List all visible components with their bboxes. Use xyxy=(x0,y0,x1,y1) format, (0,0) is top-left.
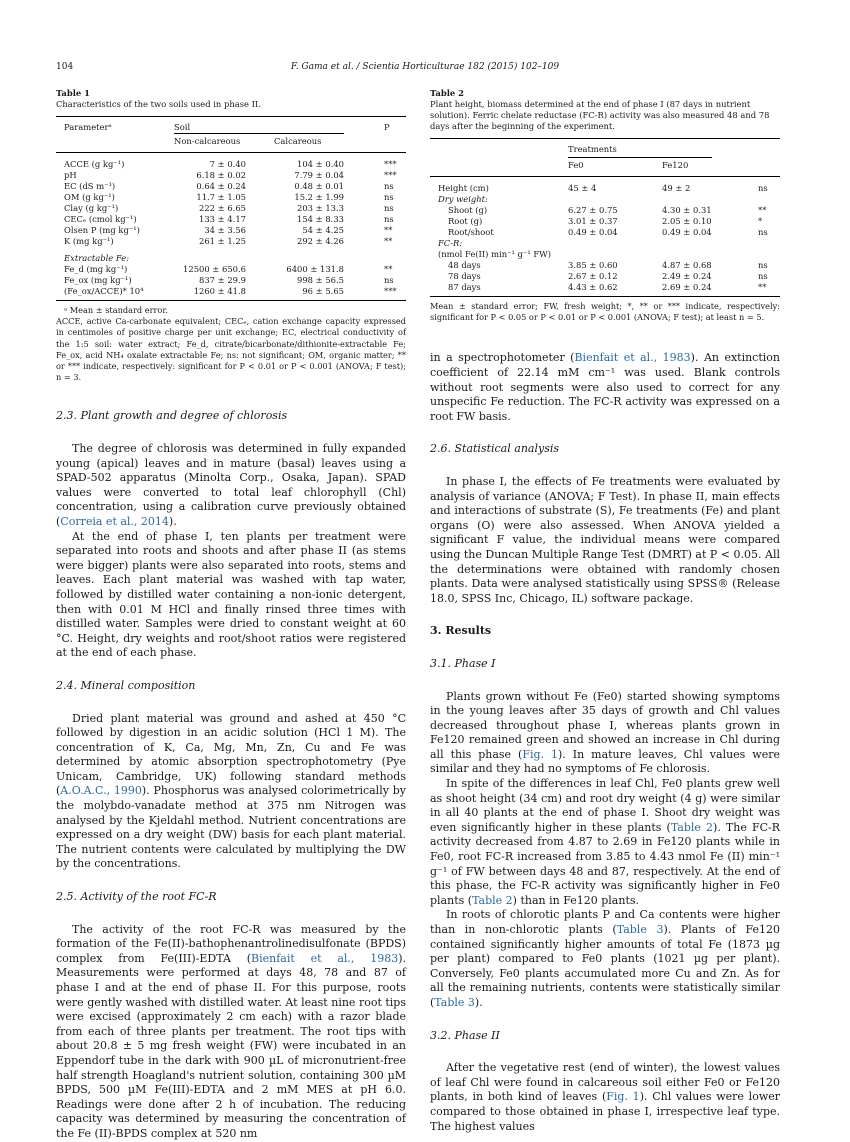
row-label: Olsen P (mg kg⁻¹) xyxy=(64,225,140,235)
citation-link[interactable]: Correia et al., 2014 xyxy=(60,514,169,528)
table-row xyxy=(56,236,406,247)
row-label: Dry weight: xyxy=(438,194,488,204)
table1-label: Table 1 xyxy=(56,88,90,98)
table-row xyxy=(430,271,780,282)
significance: ** xyxy=(758,205,767,215)
table2-sub-fe120: Fe120 xyxy=(662,160,689,170)
section-2-3-paragraph-1: The degree of chlorosis was determined in fully expanded young (apical) leaves and in mature (basal) leaves using a SPAD-502 apparatus (Minolta Corp., Osaka, Japan). SPAD values were converted to total leaf chlorophyll (Chl) concentration, using a calibration curve previously obtained (Correia et al., 2014). xyxy=(56,442,406,528)
row-label: (Fe_ox/ACCE)* 10⁴ xyxy=(64,286,144,296)
significance: * xyxy=(758,216,763,226)
value-b: 203 ± 13.3 xyxy=(297,203,344,213)
value-fe120: 2.05 ± 0.10 xyxy=(662,216,712,226)
section-3-2-paragraph-1: After the vegetative rest (end of winter), the lowest values of leaf Chl were found in calcareous soil either Fe0 or Fe120 plants, in both kind of leaves (Fig. 1). Chl values were lower compared to those obtained in phase I, irrespective leaf type. The highest values xyxy=(430,1061,781,1133)
table-row xyxy=(430,205,780,216)
significance: ** xyxy=(758,282,767,292)
section-3-title: 3. Results xyxy=(430,624,492,638)
value-b: 96 ± 5.65 xyxy=(302,286,344,296)
row-label: FC-R: xyxy=(438,238,463,248)
table-row xyxy=(430,238,780,249)
value-a: 7 ± 0.40 xyxy=(209,159,246,169)
value-b: 0.48 ± 0.01 xyxy=(294,181,344,191)
value-fe120: 2.49 ± 0.24 xyxy=(662,271,712,281)
section-2-4-title: 2.4. Mineral composition xyxy=(56,678,196,692)
value-fe0: 3.85 ± 0.60 xyxy=(568,260,618,270)
citation-link[interactable]: A.O.A.C., 1990 xyxy=(60,784,142,798)
table2 xyxy=(430,138,780,297)
section-2-6-title: 2.6. Statistical analysis xyxy=(430,442,559,456)
left-column xyxy=(56,88,406,1142)
value-a: 34 ± 3.56 xyxy=(204,225,246,235)
value-b: 15.2 ± 1.99 xyxy=(294,192,344,202)
table1-footnote: ACCE, active Ca-carbonate equivalent; CECₑ, cation exchange capacity expressed in centimoles of positive charge per unit exchange; EC, electrical conductivity of the 1:5 soil: water extract; Fe_d, citrate/bicarbonate/dithionite-extractable Fe; Fe_ox, acid NH₄ oxalate extractable Fe; ns: not significant; OM, organic matter; ** or *** indicate, respectively: significant for P < 0.01 or P < 0.001 (ANOVA; F test); n = 3. xyxy=(56,316,406,383)
section-3-1-paragraph-2: In spite of the differences in leaf Chl, Fe0 plants grew well as shoot height (34 cm) and root dry weight (4 g) were similar in all 40 plants at the end of phase I. Shoot dry weight was even significantly higher in these plants (Table 2). The FC-R activity decreased from 4.87 to 2.69 in Fe120 plants while in Fe0, root FC-R increased from 3.85 to 4.43 nmol Fe (II) min⁻¹ g⁻¹ of FW between days 48 and 87, respectively. At the end of this phase, the FC-R activity was significantly higher in Fe0 plants (Table 2) than in Fe120 plants. xyxy=(430,777,781,907)
value-fe120: 4.87 ± 0.68 xyxy=(662,260,712,270)
row-label: CECₑ (cmol kg⁻¹) xyxy=(64,214,137,224)
table2-footnote: Mean ± standard error; FW, fresh weight; *, ** or *** indicate, respectively: significant for P < 0.05 or P < 0.01 or P < 0.001 (ANOVA; F test); at least n = 5. xyxy=(430,301,780,323)
table2-label: Table 2 xyxy=(430,88,464,98)
section-2-3-paragraph-2: At the end of phase I, ten plants per treatment were separated into roots and shoots and after phase II (as stems were bigger) plants were also separated into roots, stems and leaves. Each plant material was washed with tap water, followed by distilled water containing a non-ionic detergent, then with 0.01 M HCl and finally rinsed three times with distilled water. Samples were dried to constant weight at 60 °C. Height, dry weights and root/shoot ratios were registered at the end of each phase. xyxy=(56,529,406,660)
table-row xyxy=(56,275,406,286)
table2-sub-fe0: Fe0 xyxy=(568,160,584,170)
table-link[interactable]: Table 3 xyxy=(616,923,664,936)
page-number: 104 xyxy=(56,62,74,72)
table-row xyxy=(430,183,780,194)
section-2-5-title: 2.5. Activity of the root FC-R xyxy=(56,890,217,904)
significance: ns xyxy=(384,181,394,191)
table-row xyxy=(56,170,406,181)
table-link[interactable]: Table 3 xyxy=(434,995,475,1009)
right-column xyxy=(430,88,780,1134)
value-fe120 xyxy=(662,249,758,260)
row-label: Root (g) xyxy=(448,216,483,226)
table-link[interactable]: Table 2 xyxy=(670,820,714,834)
significance: ** xyxy=(384,264,393,274)
value-fe120: 0.49 ± 0.04 xyxy=(662,227,712,237)
table-row xyxy=(56,192,406,203)
table1-extract-label: Extractable Fe: xyxy=(64,253,130,263)
value-a: 6.18 ± 0.02 xyxy=(196,170,246,180)
row-label: 48 days xyxy=(448,260,481,270)
table-row xyxy=(430,194,780,205)
row-label: ACCE (g kg⁻¹) xyxy=(64,159,125,169)
row-label: Fe_d (mg kg⁻¹) xyxy=(64,264,128,274)
table-link[interactable]: Table 2 xyxy=(472,893,513,907)
value-fe120: 49 ± 2 xyxy=(662,183,691,193)
significance: ** xyxy=(384,225,393,235)
value-b: 998 ± 56.5 xyxy=(297,275,344,285)
section-2-4-paragraph-1: Dried plant material was ground and ashed at 450 °C followed by digestion in an acidic solution (HCl 1 M). The concentration of K, Ca, Mg, Mn, Zn, Cu and Fe was determined by atomic absorption spectrophotometry (Pye Unicam, Cambridge, UK) following standard methods (A.O.A.C., 1990). Phosphorus was analysed colorimetrically by the molybdo-vanadate method at 375 nm Nitrogen was analysed by the Kjeldahl method. Nutrient concentrations are expressed on a dry weight (DW) basis for each plant material. The nutrient contents were calculated by multiplying the DW by the concentrations. xyxy=(56,711,406,871)
value-fe0 xyxy=(568,249,662,260)
table-row xyxy=(430,282,780,293)
table-row xyxy=(430,227,780,238)
citation-link[interactable]: Bienfait et al., 1983 xyxy=(251,951,399,965)
continued-paragraph: in a spectrophotometer (Bienfait et al., 1983). An extinction coefficient of 22.14 mM cm⁻¹ was used. Blank controls without root segments were also used to correct for any unspecific Fe reduction. The FC-R activity was expressed on a root FW basis. xyxy=(430,351,780,423)
value-a: 12500 ± 650.6 xyxy=(183,264,246,274)
significance: ns xyxy=(384,192,394,202)
table1-footnote-a: ᵃ Mean ± standard error. xyxy=(64,305,168,315)
value-a: 0.64 ± 0.24 xyxy=(196,181,246,191)
row-label: Root/shoot xyxy=(448,227,494,237)
significance: ns xyxy=(758,260,768,270)
table1-head-param: Parameterᵃ xyxy=(64,122,112,132)
value-fe0: 45 ± 4 xyxy=(568,183,597,193)
value-fe0: 2.67 ± 0.12 xyxy=(568,271,618,281)
value-fe120: 4.30 ± 0.31 xyxy=(662,205,712,215)
significance xyxy=(758,249,780,260)
row-label: Clay (g kg⁻¹) xyxy=(64,203,119,213)
significance: ns xyxy=(384,214,394,224)
value-fe0 xyxy=(568,194,662,205)
significance: ns xyxy=(384,203,394,213)
section-2-3-title: 2.3. Plant growth and degree of chlorosis xyxy=(56,409,288,423)
significance: *** xyxy=(384,170,397,180)
table1-footnotes xyxy=(56,305,406,383)
table-row xyxy=(56,159,406,170)
table2-caption-block xyxy=(430,88,780,132)
value-fe120: 2.69 ± 0.24 xyxy=(662,282,712,292)
value-a: 11.7 ± 1.05 xyxy=(196,192,246,202)
table-row xyxy=(56,214,406,225)
significance: *** xyxy=(384,286,397,296)
significance: ** xyxy=(384,236,393,246)
table1-head-soil: Soil xyxy=(174,122,191,132)
table1-sub-noncalc: Non-calcareous xyxy=(174,136,241,146)
value-fe0: 0.49 ± 0.04 xyxy=(568,227,618,237)
value-a: 222 ± 6.65 xyxy=(199,203,246,213)
table-row xyxy=(430,249,780,260)
significance: *** xyxy=(384,159,397,169)
table-row xyxy=(430,216,780,227)
value-fe0: 4.43 ± 0.62 xyxy=(568,282,618,292)
row-label: pH xyxy=(64,170,77,180)
significance xyxy=(758,238,780,249)
running-header: F. Gama et al. / Scientia Horticulturae 182 (2015) 102–109 xyxy=(290,62,560,72)
row-label: OM (g kg⁻¹) xyxy=(64,192,115,202)
row-label: Height (cm) xyxy=(438,183,489,193)
value-b: 292 ± 4.26 xyxy=(297,236,344,246)
figure-link[interactable]: Fig. 1 xyxy=(522,747,558,761)
value-a: 837 ± 29.9 xyxy=(199,275,246,285)
significance: ns xyxy=(758,227,768,237)
significance: ns xyxy=(384,275,394,285)
citation-link[interactable]: Bienfait et al., 1983 xyxy=(574,351,691,365)
section-3-1-paragraph-1: Plants grown without Fe (Fe0) started showing symptoms in the young leaves after 35 days of growth and Chl values decreased throughout phase I, whereas plants grown in Fe120 remained green and showed an increase in Chl during all this phase (Fig. 1). In mature leaves, Chl values were similar and they had no symptoms of Fe chlorosis. xyxy=(430,689,780,776)
table1 xyxy=(56,116,406,301)
value-a: 261 ± 1.25 xyxy=(199,236,246,246)
value-b: 104 ± 0.40 xyxy=(297,159,344,169)
significance xyxy=(758,194,780,205)
section-2-5-paragraph-1: The activity of the root FC-R was measured by the formation of the Fe(II)-bathophenantrolinedisulfonate (BPDS) complex from Fe(III)-EDTA (Bienfait et al., 1983). Measurements were performed at days 48, 78 and 87 of phase I and at the end of phase II. For this purpose, roots were gently washed with distilled water. At least nine root tips were excised (approximately 2 cm each) with a razor blade from each of three plants per treatment. The root tips with about 20.8 ± 5 mg fresh weight (FW) were incubated in an Eppendorf tube in the dark with 900 µL of micronutrient-free half strength Hoagland's nutrient solution, containing 300 µM BPDS, 500 µM Fe(III)-EDTA and 2 mM MES at pH 6.0. Readings were done after 2 h of incubation. The reducing capacity was determined by measuring the concentration of the Fe (II)-BPDS complex at 520 nm xyxy=(56,922,407,1140)
value-fe0 xyxy=(568,238,662,249)
table2-caption: Plant height, biomass determined at the end of phase I (87 days in nutrient solution). Ferric chelate reductase (FC-R) activity was also measured 48 and 78 days after the beginning of the experiment. xyxy=(430,99,770,131)
figure-link[interactable]: Fig. 1 xyxy=(606,1090,640,1104)
value-fe120 xyxy=(662,238,758,249)
table1-caption: Characteristics of the two soils used in phase II. xyxy=(56,99,261,109)
row-label: Fe_ox (mg kg⁻¹) xyxy=(64,275,132,285)
value-a: 1260 ± 41.8 xyxy=(193,286,246,296)
table1-sub-calc: Calcareous xyxy=(274,136,322,146)
section-3-2-title: 3.2. Phase II xyxy=(430,1028,500,1042)
value-fe0: 6.27 ± 0.75 xyxy=(568,205,618,215)
section-3-1-paragraph-3: In roots of chlorotic plants P and Ca contents were higher than in non-chlorotic plants (Table 3). Plants of Fe120 contained significantly higher amounts of total Fe (1873 µg per plant) compared to Fe0 plants (1021 µg per plant). Conversely, Fe0 plants accumulated more Cu and Zn. As for all the remaining nutrients, contents were statistically similar (Table 3). xyxy=(430,908,781,1009)
table-row xyxy=(56,264,406,275)
value-b: 6400 ± 131.8 xyxy=(286,264,344,274)
table-row xyxy=(430,260,780,271)
value-b: 7.79 ± 0.04 xyxy=(294,170,344,180)
table1-head-p: P xyxy=(384,122,390,132)
row-label: 87 days xyxy=(448,282,481,292)
value-fe0: 3.01 ± 0.37 xyxy=(568,216,618,226)
significance: ns xyxy=(758,183,768,193)
value-fe120 xyxy=(662,194,758,205)
row-label: (nmol Fe(II) min⁻¹ g⁻¹ FW) xyxy=(438,249,552,259)
table-row xyxy=(56,286,406,297)
value-a: 133 ± 4.17 xyxy=(199,214,246,224)
row-label: K (mg kg⁻¹) xyxy=(64,236,114,246)
row-label: EC (dS m⁻¹) xyxy=(64,181,116,191)
table-row xyxy=(56,203,406,214)
table-row xyxy=(56,225,406,236)
table2-head-treatments: Treatments xyxy=(568,144,617,154)
section-2-6-paragraph-1: In phase I, the effects of Fe treatments were evaluated by analysis of variance (ANOVA; F Test). In phase II, main effects and interactions of substrate (S), Fe treatments (Fe) and plant organs (O) were also assessed. When ANOVA yielded a significant F value, the individual means were compared using the Duncan Multiple Range Test (DMRT) at P < 0.05. All the determinations were obtained with randomly chosen plants. Data were analysed statistically using SPSS® (Release 18.0, SPSS Inc, Chicago, IL) software package. xyxy=(430,474,780,605)
row-label: Shoot (g) xyxy=(448,205,488,215)
value-b: 154 ± 8.33 xyxy=(297,214,344,224)
value-b: 54 ± 4.25 xyxy=(302,225,344,235)
section-3-1-title: 3.1. Phase I xyxy=(430,656,496,670)
significance: ns xyxy=(758,271,768,281)
row-label: 78 days xyxy=(448,271,481,281)
table-row xyxy=(56,181,406,192)
table1-caption-block xyxy=(56,88,406,110)
